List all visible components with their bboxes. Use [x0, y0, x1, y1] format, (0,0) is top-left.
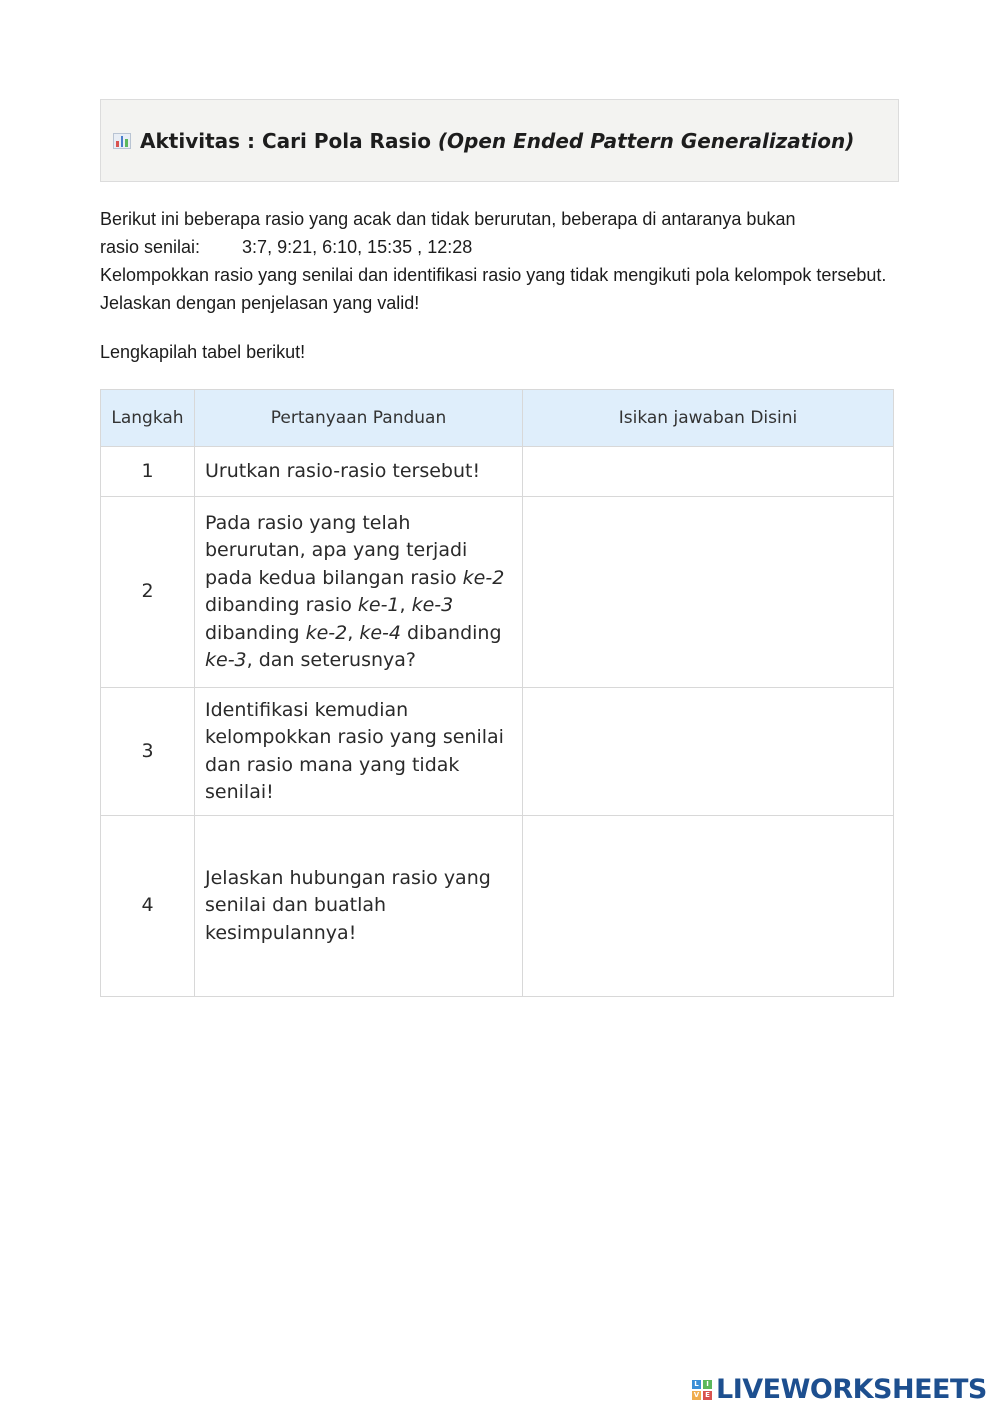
intro-paragraph — [100, 205, 910, 317]
step-number: 3 — [101, 688, 195, 816]
table-header-row — [101, 390, 894, 447]
table-row — [101, 688, 894, 816]
intro-line: Berikut ini beberapa rasio yang acak dan tidak berurutan, beberapa di antaranya bukan — [100, 209, 796, 229]
guide-question: Jelaskan hubungan rasio yang senilai dan buatlah kesimpulannya! — [195, 816, 523, 997]
brand-name: LIVEWORKSHEETS — [716, 1374, 987, 1405]
answer-cell[interactable] — [523, 447, 894, 497]
header-step: Langkah — [101, 390, 195, 447]
liveworksheets-logo-icon: L I V E — [692, 1380, 712, 1400]
guide-question: Pada rasio yang telah berurutan, apa yang terjadi pada kedua bilangan rasio ke-2 dibanding rasio ke-1, ke-3 dibanding ke-2, ke-4 dibanding ke-3, dan seterusnya? — [195, 497, 523, 688]
table-row — [101, 497, 894, 688]
answer-cell[interactable] — [523, 816, 894, 997]
header-answer: Isikan jawaban Disini — [523, 390, 894, 447]
guide-table — [100, 389, 894, 997]
activity-title-box — [100, 99, 899, 182]
answer-cell[interactable] — [523, 497, 894, 688]
guide-question: Identifikasi kemudian kelompokkan rasio yang senilai dan rasio mana yang tidak senilai! — [195, 688, 523, 816]
liveworksheets-brand — [692, 1374, 987, 1405]
table-row — [101, 816, 894, 997]
guide-question: Urutkan rasio-rasio tersebut! — [195, 447, 523, 497]
activity-title: Aktivitas : Cari Pola Rasio (Open Ended Pattern Generalization) — [140, 128, 855, 153]
answer-cell[interactable] — [523, 688, 894, 816]
ratio-list-line: rasio senilai: 3:7, 9:21, 6:10, 15:35 , 12:28 — [100, 237, 473, 257]
bar-chart-icon — [113, 133, 131, 149]
header-question: Pertanyaan Panduan — [195, 390, 523, 447]
table-instruction: Lengkapilah tabel berikut! — [100, 342, 306, 362]
ratio-list: 3:7, 9:21, 6:10, 15:35 , 12:28 — [242, 237, 473, 257]
table-row — [101, 447, 894, 497]
step-number: 4 — [101, 816, 195, 997]
step-number: 2 — [101, 497, 195, 688]
step-number: 1 — [101, 447, 195, 497]
task-instruction: Kelompokkan rasio yang senilai dan identifikasi rasio yang tidak mengikuti pola kelompok tersebut. Jelaskan dengan penjelasan yang valid! — [100, 265, 887, 313]
